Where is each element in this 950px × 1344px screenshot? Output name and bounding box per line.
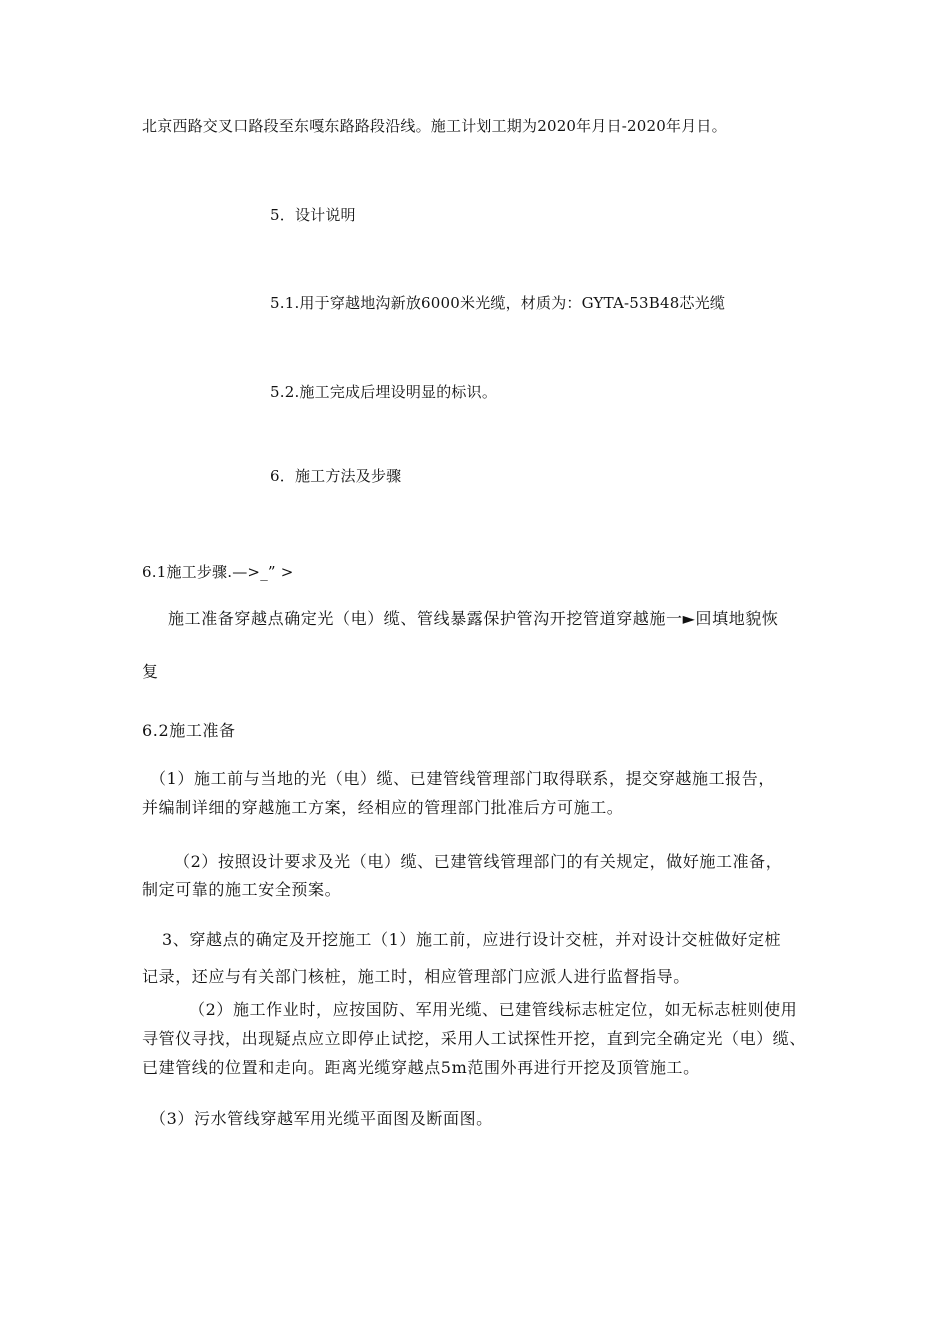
paragraph-line: 制定可靠的施工安全预案。: [142, 880, 342, 899]
paragraph-line: 北京西路交叉口路段至东嘎东路路段沿线。施工计划工期为2020年月日-2020年月日。: [142, 117, 727, 135]
section-heading: 6．施工方法及步骤: [270, 467, 402, 485]
paragraph-line: 已建管线的位置和走向。距离光缆穿越点5m范围外再进行开挖及顶管施工。: [142, 1058, 700, 1077]
subsection-heading: 6.2施工准备: [142, 721, 236, 740]
paragraph-line: 寻管仪寻找，出现疑点应立即停止试挖，采用人工试探性开挖，直到完全确定光（电）缆、: [142, 1029, 807, 1048]
paragraph-line: （2）施工作业时，应按国防、军用光缆、已建管线标志桩定位，如无标志桩则使用: [189, 1000, 798, 1019]
paragraph-line: （2）按照设计要求及光（电）缆、已建管线管理部门的有关规定，做好施工准备，: [174, 852, 783, 871]
subsection-heading: 6.1施工步骤.—>_” >: [142, 563, 294, 581]
paragraph-line: 5.2.施工完成后埋设明显的标识。: [270, 383, 498, 401]
paragraph-line: 5.1.用于穿越地沟新放6000米光缆，材质为：GYTA-53B48芯光缆: [270, 294, 726, 312]
paragraph-line: 施工准备穿越点确定光（电）缆、管线暴露保护管沟开挖管道穿越施一►回填地貌恢: [168, 609, 779, 628]
paragraph-line: （3）污水管线穿越军用光缆平面图及断面图。: [150, 1109, 493, 1128]
paragraph-line: 复: [142, 662, 159, 681]
paragraph-line: 3、穿越点的确定及开挖施工（1）施工前，应进行设计交桩，并对设计交桩做好定桩: [162, 930, 782, 949]
section-heading: 5．设计说明: [270, 206, 356, 224]
paragraph-line: （1）施工前与当地的光（电）缆、已建管线管理部门取得联系，提交穿越施工报告，: [150, 769, 775, 788]
paragraph-line: 并编制详细的穿越施工方案，经相应的管理部门批准后方可施工。: [142, 798, 624, 817]
paragraph-line: 记录，还应与有关部门核桩，施工时，相应管理部门应派人进行监督指导。: [142, 967, 690, 986]
